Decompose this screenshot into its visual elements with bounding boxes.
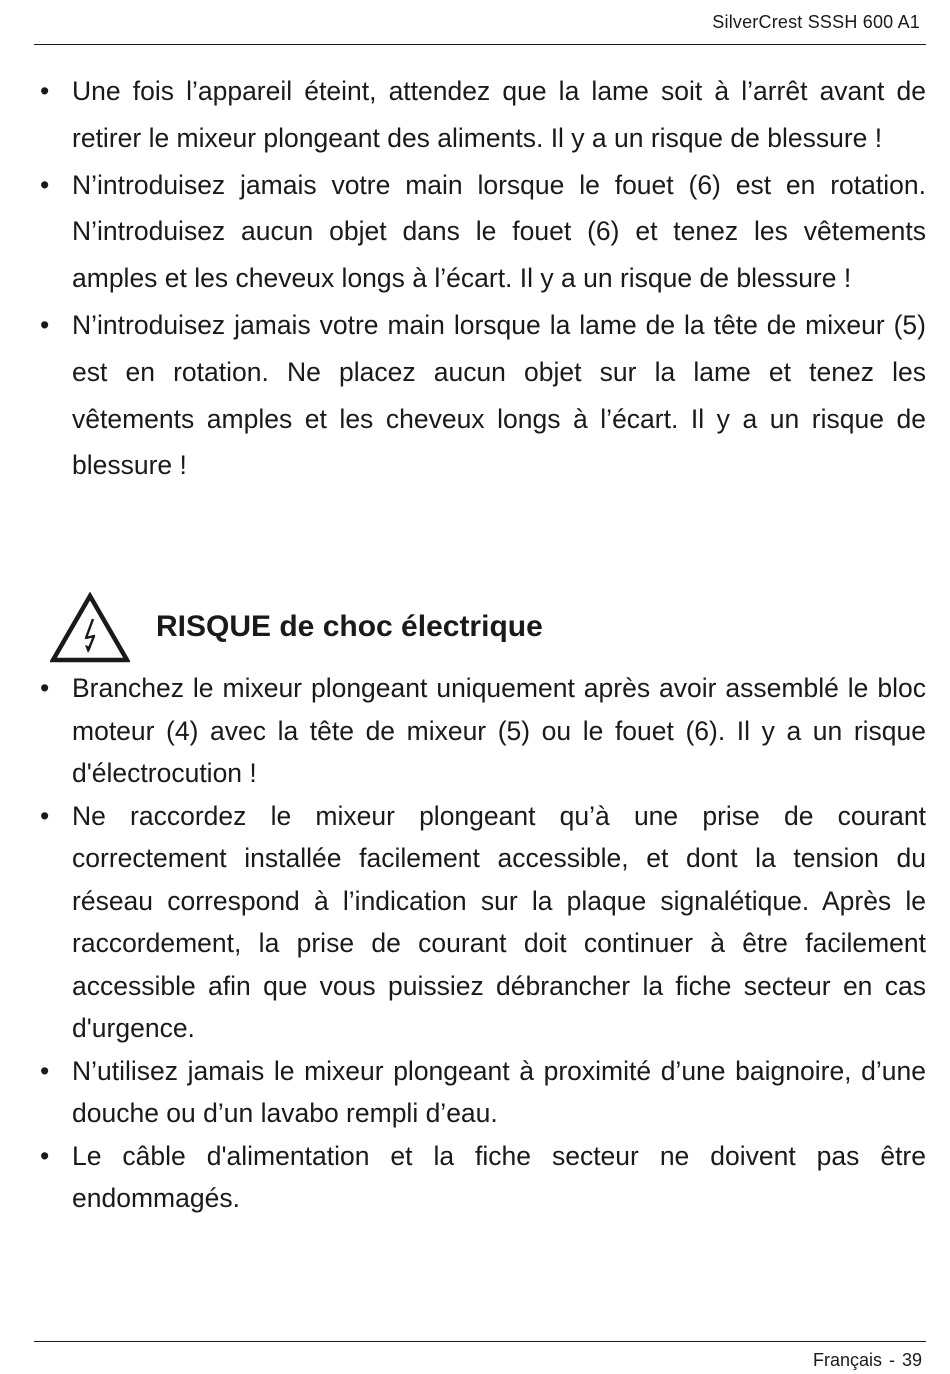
list-item xyxy=(34,68,926,162)
list-item xyxy=(34,1135,926,1220)
bullet-icon: • xyxy=(40,169,50,200)
list-item xyxy=(34,795,926,1050)
list-item-text: Ne raccordez le mixeur plongeant qu’à une prise de courant correctement installée facilement accessible, et dont la tension du réseau correspond à l’indication sur la plaque signalétique. Après le raccordement, la prise de courant doit continuer à être facilement accessible afin que vous puissiez débrancher la fiche secteur en cas d'urgence. xyxy=(72,800,926,1043)
list-item xyxy=(34,1050,926,1135)
bullet-icon: • xyxy=(40,1140,50,1171)
bullet-icon: • xyxy=(40,309,50,340)
footer-divider xyxy=(34,1341,926,1342)
list-item-text: Une fois l’appareil éteint, attendez que la lame soit à l’arrêt avant de retirer le mixeur plongeant des aliments. Il y a un risque de blessure ! xyxy=(72,76,926,153)
bullet-icon: • xyxy=(40,1055,50,1086)
list-item xyxy=(34,667,926,795)
list-item-text: Le câble d'alimentation et la fiche secteur ne doivent pas être endommagés. xyxy=(72,1140,926,1213)
bullet-icon: • xyxy=(40,76,50,106)
bullet-icon: • xyxy=(40,800,50,831)
electric-shock-warning-icon xyxy=(50,592,130,664)
list-item-text: N’utilisez jamais le mixeur plongeant à proximité d’une baignoire, d’une douche ou d’un lavabo rempli d’eau. xyxy=(72,1055,926,1128)
safety-list-electric xyxy=(34,667,926,1220)
header-divider xyxy=(34,44,926,45)
safety-list-general xyxy=(34,68,926,489)
warning-title: RISQUE de choc électrique xyxy=(156,610,543,643)
list-item-text: N’introduisez jamais votre main lorsque le fouet (6) est en rotation. N’introduisez aucun objet dans le fouet (6) et tenez les vêtements amples et les cheveux longs à l’écart. Il y a un risque de blessure ! xyxy=(72,169,926,294)
page-number: Français - 39 xyxy=(812,1350,922,1370)
product-name: SilverCrest SSSH 600 A1 xyxy=(712,12,920,32)
list-item xyxy=(34,302,926,489)
list-item-text: N’introduisez jamais votre main lorsque la lame de la tête de mixeur (5) est en rotation. Ne placez aucun objet sur la lame et tenez les vêtements amples et les cheveux longs à l’écart. Il y a un risque de blessure ! xyxy=(72,309,926,481)
warning-heading xyxy=(50,592,910,664)
bullet-icon: • xyxy=(40,673,50,703)
list-item xyxy=(34,162,926,302)
list-item-text: Branchez le mixeur plongeant uniquement après avoir assemblé le bloc moteur (4) avec la tête de mixeur (5) ou le fouet (6). Il y a un risque d'électrocution ! xyxy=(72,673,926,788)
